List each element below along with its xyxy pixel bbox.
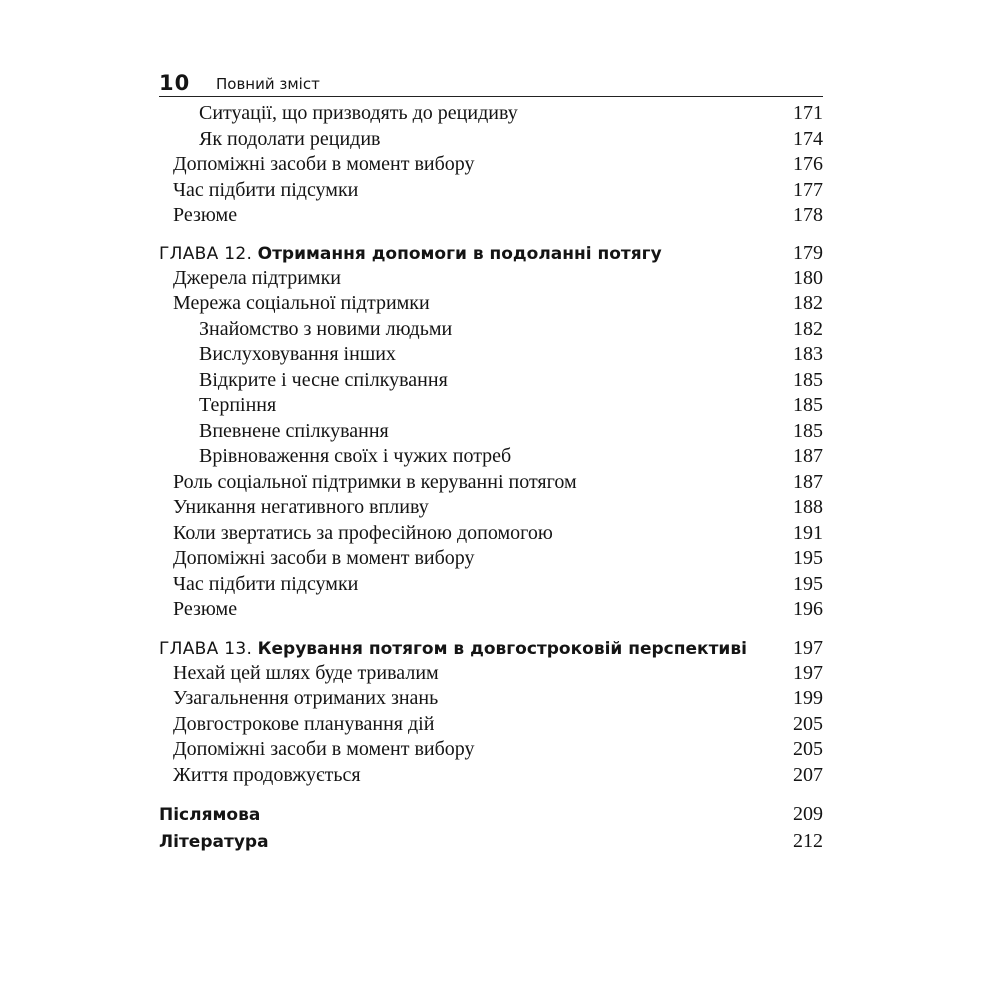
running-header xyxy=(159,72,823,97)
toc-entry-title: Уникання негативного впливу xyxy=(173,496,429,518)
toc-entry-page: 185 xyxy=(793,368,823,391)
chapter-title: Отримання допомоги в подоланні потягу xyxy=(257,243,662,264)
toc-entry xyxy=(159,444,823,470)
back-matter-afterword xyxy=(159,801,823,828)
toc-page xyxy=(159,72,823,855)
toc-entry xyxy=(159,737,823,763)
toc-entry-title: Впевнене спілкування xyxy=(199,419,389,442)
chapter-13-heading xyxy=(159,635,823,661)
toc-entry-title: Ситуації, що призводять до рецидиву xyxy=(199,102,518,124)
toc-entry-title: Допоміжні засоби в момент вибору xyxy=(173,153,475,175)
chapter-label: ГЛАВА 13. xyxy=(159,638,253,659)
toc-entry-title: Нехай цей шлях буде тривалим xyxy=(173,661,439,684)
toc-entry-title: Допоміжні засоби в момент вибору xyxy=(173,547,475,569)
toc-entry-page: 185 xyxy=(793,394,823,416)
chapter-title: Керування потягом в довгостроковій перспективі xyxy=(257,638,747,659)
toc-entry xyxy=(159,393,823,419)
toc-entry-title: Резюме xyxy=(173,204,238,226)
toc-entry xyxy=(159,470,823,496)
toc-entry xyxy=(159,546,823,572)
toc-entry-page: 182 xyxy=(793,317,823,340)
toc-entry-page: 187 xyxy=(793,445,823,467)
toc-entry-page: 196 xyxy=(793,598,823,620)
toc-entry-page: 182 xyxy=(793,292,823,314)
back-matter-page: 209 xyxy=(793,803,823,825)
back-matter-literature xyxy=(159,828,823,855)
toc-entry xyxy=(159,291,823,317)
toc-entry-title: Час підбити підсумки xyxy=(173,572,359,595)
chapter-page: 179 xyxy=(793,241,823,264)
chapter-12-heading xyxy=(159,240,823,266)
toc-entry-title: Узагальнення отриманих знань xyxy=(173,687,439,709)
toc-entry-page: 205 xyxy=(793,738,823,760)
toc-entry-title: Терпіння xyxy=(199,394,277,416)
back-matter-page: 212 xyxy=(793,830,823,852)
chapter-label: ГЛАВА 12. xyxy=(159,243,253,264)
toc-entry xyxy=(159,152,823,178)
toc-entry xyxy=(159,127,823,153)
toc-entry xyxy=(159,178,823,204)
chapter-page: 197 xyxy=(793,636,823,659)
toc-entry xyxy=(159,419,823,445)
toc-entry xyxy=(159,661,823,687)
toc-entry xyxy=(159,266,823,292)
toc-entry-title: Знайомство з новими людьми xyxy=(199,317,453,340)
page-number: 10 xyxy=(159,71,191,95)
toc-entry xyxy=(159,686,823,712)
toc-entry-title: Довгострокове планування дій xyxy=(173,712,435,735)
toc-entry xyxy=(159,368,823,394)
toc-entry xyxy=(159,763,823,789)
toc-entry-page: 176 xyxy=(793,153,823,175)
toc-entry-page: 177 xyxy=(793,178,823,201)
toc-entry-title: Вислуховування інших xyxy=(199,343,396,365)
toc-entry-title: Мережа соціальної підтримки xyxy=(173,292,430,314)
toc-entry xyxy=(159,572,823,598)
toc-entry-page: 205 xyxy=(793,712,823,735)
toc-entry xyxy=(159,495,823,521)
toc-entry-title: Життя продовжується xyxy=(173,763,361,786)
toc-entry-page: 195 xyxy=(793,572,823,595)
toc-entry-title: Роль соціальної підтримки в керуванні потягом xyxy=(173,470,577,493)
toc-entry xyxy=(159,712,823,738)
toc-entry-page: 197 xyxy=(793,661,823,684)
toc-entry xyxy=(159,317,823,343)
toc-entry-page: 188 xyxy=(793,496,823,518)
toc-entry-title: Як подолати рецидив xyxy=(199,127,381,150)
toc-entry-page: 174 xyxy=(793,127,823,150)
toc-entry xyxy=(159,203,823,229)
toc-entry-title: Час підбити підсумки xyxy=(173,178,359,201)
toc-entry-page: 183 xyxy=(793,343,823,365)
toc-entry-title: Допоміжні засоби в момент вибору xyxy=(173,738,475,760)
toc-entry xyxy=(159,597,823,623)
toc-entry-page: 191 xyxy=(793,521,823,544)
toc-entry-page: 171 xyxy=(793,102,823,124)
toc-entry-title: Врівноваження своїх і чужих потреб xyxy=(199,445,512,467)
toc-entry-page: 185 xyxy=(793,419,823,442)
section-title: Повний зміст xyxy=(216,75,320,93)
toc-entry-title: Джерела підтримки xyxy=(173,266,342,289)
toc-entry xyxy=(159,342,823,368)
toc-entry-page: 199 xyxy=(793,687,823,709)
toc-entry-title: Резюме xyxy=(173,598,238,620)
back-matter-title: Післямова xyxy=(159,805,261,825)
toc-entry-page: 187 xyxy=(793,470,823,493)
toc-entry xyxy=(159,521,823,547)
toc-entry-page: 180 xyxy=(793,266,823,289)
toc-entry-page: 178 xyxy=(793,204,823,226)
toc-entry-title: Коли звертатись за професійною допомогою xyxy=(173,521,553,544)
toc-entry-page: 195 xyxy=(793,547,823,569)
toc-entry-page: 207 xyxy=(793,763,823,786)
toc-entry xyxy=(159,101,823,127)
toc-entry-title: Відкрите і чесне спілкування xyxy=(199,368,448,391)
back-matter-title: Література xyxy=(159,832,269,852)
